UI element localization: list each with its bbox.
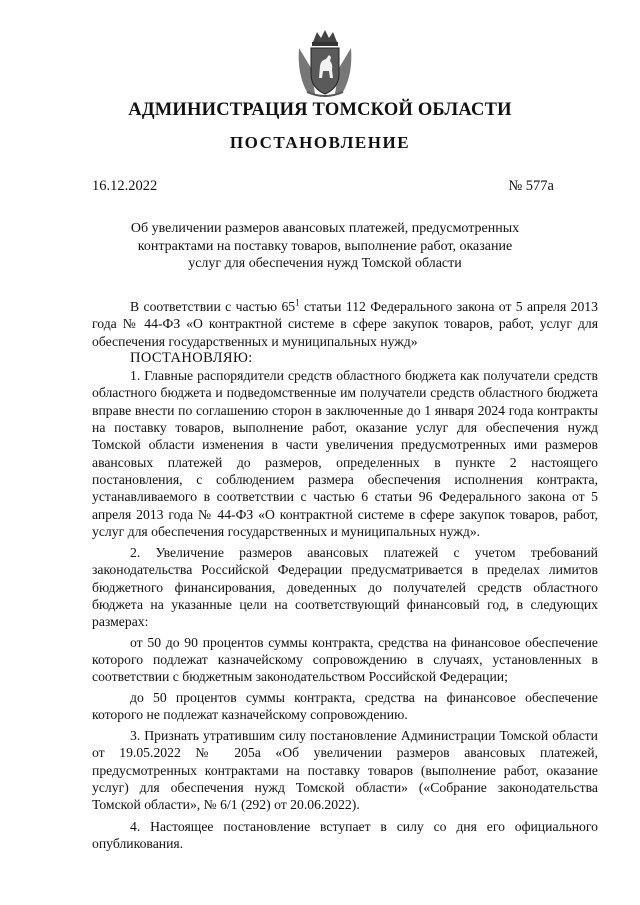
coat-of-arms-icon	[293, 28, 357, 100]
paragraph-2a: от 50 до 90 процентов суммы контракта, средства на финансовое обеспечение которого подлежат казначейскому сопровождению в случаях, установленных в соответствии с бюджетным законодательством Российской Федерации;	[92, 634, 598, 685]
paragraph-4: 4. Настоящее постановление вступает в силу со дня его официального опубликования.	[92, 818, 598, 851]
decree-word: ПОСТАНОВЛЯЮ:	[130, 349, 253, 366]
preamble-part-1: В соответствии с частью 65	[130, 299, 296, 314]
document-type: ПОСТАНОВЛЕНИЕ	[229, 133, 411, 152]
paragraph-1: 1. Главные распорядители средств областного бюджета как получатели средств областного бюджета и подведомственные им получатели средств областного бюджета вправе внести по соглашению сторон в заключенные до 1 января 2024 года контракты на поставку товаров, выполнение работ, оказание услуг для обеспечения нужд Томской области изменения в части увеличения предусмотренных ими размеров авансовых платежей до размеров, определенных в пункте 2 настоящего постановления, с соблюдением размера обеспечения исполнения контракта, устанавливаемого в соответствии с частью 6 статьи 96 Федерального закона от 5 апреля 2013 года № 44-ФЗ «О контрактной системе в сфере закупок товаров, работ, услуг для обеспечения государственных и муниципальных нужд».	[92, 368, 598, 539]
document-subject: Об увеличении размеров авансовых платежей, предусмотренных контрактами на поставку товаров, выполнение работ, оказание услуг для обеспечения нужд Томской области	[130, 221, 520, 271]
preamble-part-2: статьи 112 Федерального закона от 5 апреля 2013 года № 44-ФЗ «О контрактной системе в сфере закупок товаров, работ, услуг для обеспечения государственных и муниципальных нужд»	[92, 299, 598, 349]
document-date: 16.12.2022	[92, 178, 158, 194]
preamble	[92, 298, 598, 350]
document-body	[92, 298, 598, 852]
paragraph-2b: до 50 процентов суммы контракта, средства на финансовое обеспечение которого не подлежат казначейскому сопровождению.	[92, 689, 598, 722]
preamble-superscript: 1	[295, 297, 300, 308]
document-number: № 577а	[508, 178, 554, 194]
organization-title: АДМИНИСТРАЦИЯ ТОМСКОЙ ОБЛАСТИ	[128, 100, 512, 120]
paragraph-3: 3. Признать утратившим силу постановление Администрации Томской области от 19.05.2022 № 205а «Об увеличении размеров авансовых платежей, предусмотренных контрактами на поставку товаров (выполнение работ, оказание услуг) для обеспечения нужд Томской области» («Собрание законодательства Томской области», № 6/1 (292) от 20.06.2022).	[92, 728, 598, 813]
paragraph-2: 2. Увеличение размеров авансовых платежей с учетом требований законодательства Российской Федерации предусматривается в пределах лимитов бюджетного финансирования, доведенных до получателей средств областного бюджета на указанные цели на соответствующий финансовый год, в следующих размерах:	[92, 545, 598, 630]
